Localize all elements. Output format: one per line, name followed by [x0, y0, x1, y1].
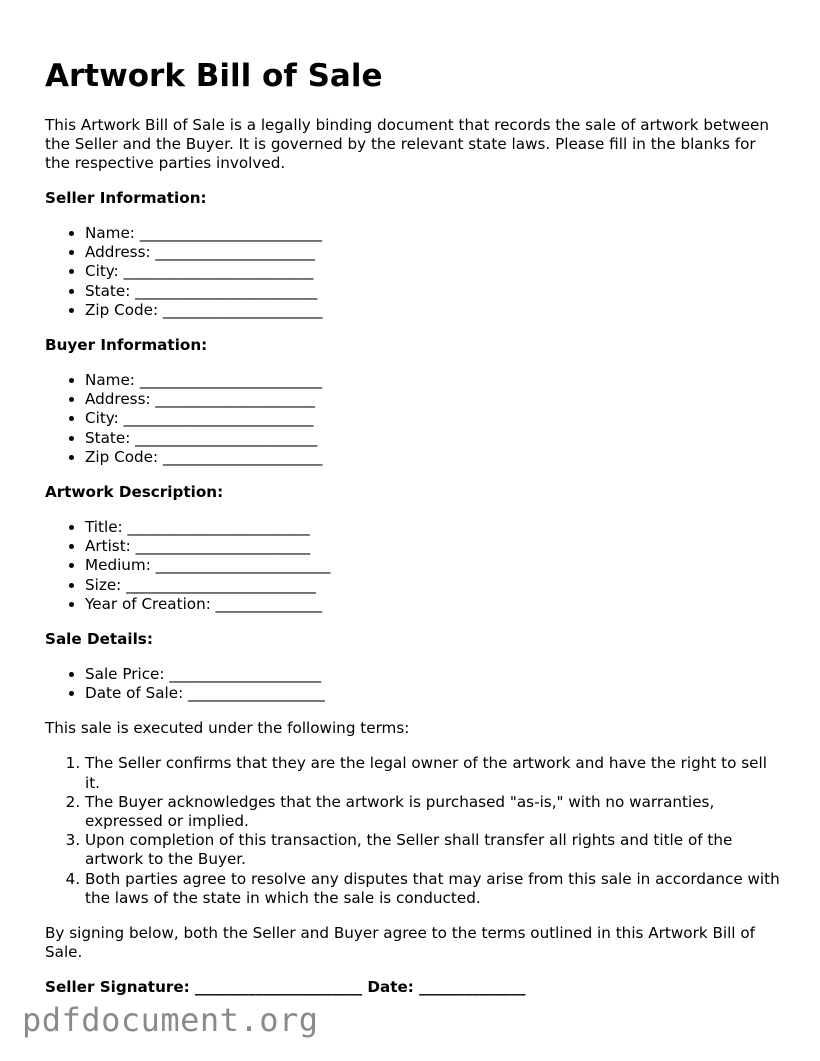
- term-item: 1. The Seller confirms that they are the legal owner of the artwork and have the right to sell it.: [85, 754, 785, 792]
- seller-state-field: • State: ________________________: [85, 282, 785, 301]
- artwork-year-field: • Year of Creation: ______________: [85, 595, 785, 614]
- artwork-title-field: • Title: ________________________: [85, 518, 785, 537]
- artwork-artist-field: • Artist: _______________________: [85, 537, 785, 556]
- buyer-heading: Buyer Information:: [45, 336, 208, 355]
- sale-heading: Sale Details:: [45, 630, 153, 649]
- buyer-zip-field: • Zip Code: _____________________: [85, 448, 785, 467]
- document-page: [45, 56, 785, 997]
- seller-list: [45, 224, 785, 320]
- terms-intro: This sale is executed under the following terms:: [45, 719, 410, 738]
- watermark-logo: pdfdocument.org: [22, 1001, 319, 1039]
- seller-heading: Seller Information:: [45, 189, 207, 207]
- buyer-state-field: • State: ________________________: [85, 429, 785, 448]
- closing-paragraph: By signing below, both the Seller and Buyer agree to the terms outlined in this Artwork Bill of Sale.: [45, 924, 755, 962]
- signature-line: Seller Signature: ______________________ Date: ______________: [45, 978, 526, 997]
- artwork-size-field: • Size: _________________________: [85, 576, 785, 595]
- artwork-medium-field: • Medium: _______________________: [85, 556, 785, 575]
- buyer-address-field: • Address: _____________________: [85, 390, 785, 409]
- artwork-heading: Artwork Description:: [45, 483, 224, 502]
- term-item: 3. Upon completion of this transaction, the Seller shall transfer all rights and title of the artwork to the Buyer.: [85, 831, 785, 869]
- term-item: 2. The Buyer acknowledges that the artwork is purchased "as-is," with no warranties, expressed or implied.: [85, 793, 785, 831]
- sale-list: [45, 665, 785, 703]
- buyer-city-field: • City: _________________________: [85, 409, 785, 428]
- sale-price-field: • Sale Price: ____________________: [85, 665, 785, 684]
- term-item: 4. Both parties agree to resolve any disputes that may arise from this sale in accordance with the laws of the state in which the sale is conducted.: [85, 870, 785, 908]
- page-title: Artwork Bill of Sale: [45, 58, 383, 94]
- sale-date-field: • Date of Sale: __________________: [85, 684, 785, 703]
- seller-zip-field: • Zip Code: _____________________: [85, 301, 785, 320]
- artwork-list: [45, 518, 785, 614]
- buyer-list: [45, 371, 785, 467]
- seller-name-field: • Name: ________________________: [85, 224, 785, 243]
- seller-address-field: • Address: _____________________: [85, 243, 785, 262]
- buyer-name-field: • Name: ________________________: [85, 371, 785, 390]
- intro-paragraph: This Artwork Bill of Sale is a legally binding document that records the sale of artwork between the Seller and the Buyer. It is governed by the relevant state laws. Please fill in the blanks for the respective parties involved.: [45, 116, 770, 172]
- terms-list: [45, 754, 785, 908]
- seller-city-field: • City: _________________________: [85, 262, 785, 281]
